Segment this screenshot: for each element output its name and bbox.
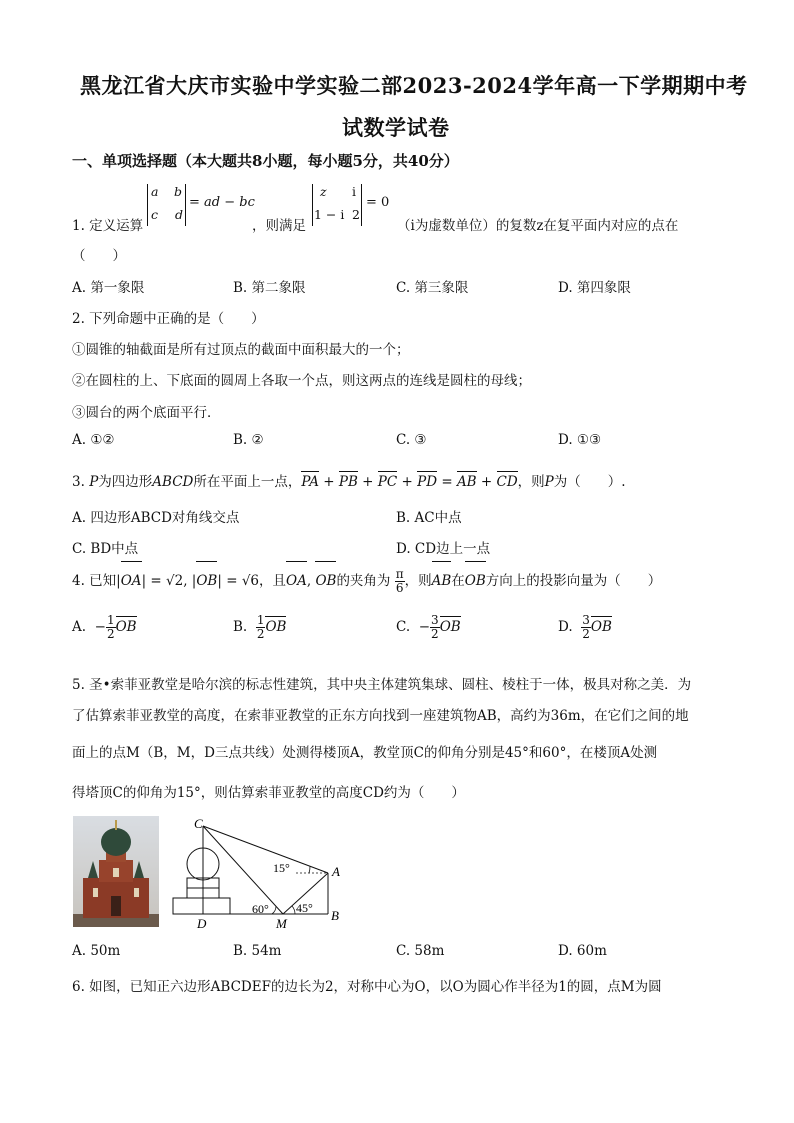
q3-option-a: A. 四边形ABCD对角线交点 bbox=[72, 510, 240, 526]
label-m: M bbox=[276, 916, 287, 931]
q2-item-3: ③圆台的两个底面平行． bbox=[72, 405, 221, 421]
q2-option-d: D. ①③ bbox=[558, 432, 602, 448]
label-60deg: 60° bbox=[252, 902, 269, 916]
q1-det1-a: a bbox=[151, 184, 159, 199]
q1-suffix: （i为虚数单位）的复数z在复平面内对应的点在 bbox=[397, 218, 679, 234]
church-photo bbox=[73, 816, 159, 927]
vec-pc: PC bbox=[377, 474, 398, 490]
q4-option-b: B. $\frac{1}{2}$ OB bbox=[233, 613, 287, 641]
q3-option-b: B. AC中点 bbox=[396, 510, 462, 526]
q1-option-b: B. 第二象限 bbox=[233, 280, 306, 296]
q1-det2-d: 2 bbox=[352, 207, 360, 222]
angle-fraction: $\frac{\pi}{6}$ bbox=[395, 567, 404, 595]
q1-det2-eq: = 0 bbox=[366, 195, 390, 210]
q4-option-c: C. − $\frac{3}{2}$ OB bbox=[396, 613, 461, 641]
vec-pd: PD bbox=[417, 474, 438, 490]
q2-option-a: A. ①② bbox=[72, 432, 115, 448]
section-header: 一、单项选择题（本大题共8小题，每小题5分，共40分） bbox=[72, 152, 459, 170]
title-line2: 试数学试卷 bbox=[342, 115, 450, 140]
label-15deg: 15° bbox=[273, 861, 290, 875]
q5-line-2: 了估算索菲亚教堂的高度，在索菲亚教堂的正东方向找到一座建筑物AB，高约为36m，在它们之间的地 bbox=[72, 708, 689, 724]
q1-option-a: A. 第一象限 bbox=[72, 280, 145, 296]
label-c: C bbox=[194, 816, 203, 831]
title-line1: 黑龙江省大庆市实验中学实验二部2023-2024学年高一下学期期中考 bbox=[80, 73, 748, 98]
q1-mid: ，则满足 bbox=[252, 218, 306, 234]
q4-option-a: A. − $\frac{1}{2}$ OB bbox=[72, 613, 137, 641]
q2-item-1: ①圆锥的轴截面是所有过顶点的截面中面积最大的一个； bbox=[72, 342, 410, 358]
q1-det2-b: i bbox=[352, 184, 356, 199]
q2-option-b: B. ② bbox=[233, 432, 264, 448]
q5-option-d: D. 60m bbox=[558, 943, 607, 959]
q2-stem: 2. 下列命题中正确的是（ ） bbox=[72, 311, 265, 327]
q2-item-2: ②在圆柱的上、下底面的圆周上各取一个点，则这两点的连线是圆柱的母线； bbox=[72, 373, 531, 389]
q5-line-1: 5. 圣•索菲亚教堂是哈尔滨的标志性建筑，其中央主体建筑集球、圆柱、棱柱于一体，极具对称之美．为 bbox=[72, 677, 692, 693]
question-3-stem: 3. P为四边形ABCD所在平面上一点，PA + PB + PC + PD = AB + CD，则P为（ ）. bbox=[72, 474, 626, 490]
vec-pb: PB bbox=[338, 474, 358, 490]
vec-cd: CD bbox=[496, 474, 518, 490]
q3-option-d: D. CD边上一点 bbox=[396, 541, 491, 557]
q1-det1-b: b bbox=[174, 184, 183, 199]
q1-det1-c: c bbox=[151, 207, 159, 222]
question-4-stem: 4. 已知|OA| = √2, |OB| = √6，且OA, OB的夹角为 $\frac{\pi}{6}$ ，则AB在OB方向上的投影向量为（ ） bbox=[72, 564, 661, 598]
q1-det1-d: d bbox=[175, 207, 184, 222]
q4-option-d: D. $\frac{3}{2}$ OB bbox=[558, 613, 612, 641]
q5-option-b: B. 54m bbox=[233, 943, 282, 959]
geometry-diagram bbox=[168, 816, 348, 932]
q1-option-d: D. 第四象限 bbox=[558, 280, 631, 296]
label-45deg: 45° bbox=[296, 901, 313, 915]
q5-option-a: A. 50m bbox=[72, 943, 121, 959]
q1-option-c: C. 第三象限 bbox=[396, 280, 469, 296]
q2-option-c: C. ③ bbox=[396, 432, 427, 448]
q6-text: 6. 如图，已知正六边形ABCDEF的边长为2，对称中心为O，以O为圆心作半径为1的圆，点M为圆 bbox=[72, 979, 662, 995]
label-a: A bbox=[332, 864, 340, 879]
q1-paren: （ ） bbox=[72, 248, 126, 264]
q5-option-c: C. 58m bbox=[396, 943, 445, 959]
label-b: B bbox=[331, 908, 339, 923]
q1-det1-eq: = ad − bc bbox=[189, 195, 255, 210]
label-d: D bbox=[197, 916, 207, 931]
q3-option-c: C. BD中点 bbox=[72, 541, 139, 557]
q1-det2-c: 1 − i bbox=[314, 207, 345, 222]
q1-prefix: 1. 定义运算 bbox=[72, 218, 144, 234]
vec-ab: AB bbox=[456, 474, 477, 490]
vec-pa: PA bbox=[301, 474, 319, 490]
q1-det2-a: z bbox=[320, 184, 327, 199]
q5-line-4: 得塔顶C的仰角为15°，则估算索菲亚教堂的高度CD约为（ ） bbox=[72, 785, 465, 801]
q5-line-3: 面上的点M（B，M，D三点共线）处测得楼顶A，教堂顶C的仰角分别是45°和60°，在楼顶A处测 bbox=[72, 745, 658, 761]
